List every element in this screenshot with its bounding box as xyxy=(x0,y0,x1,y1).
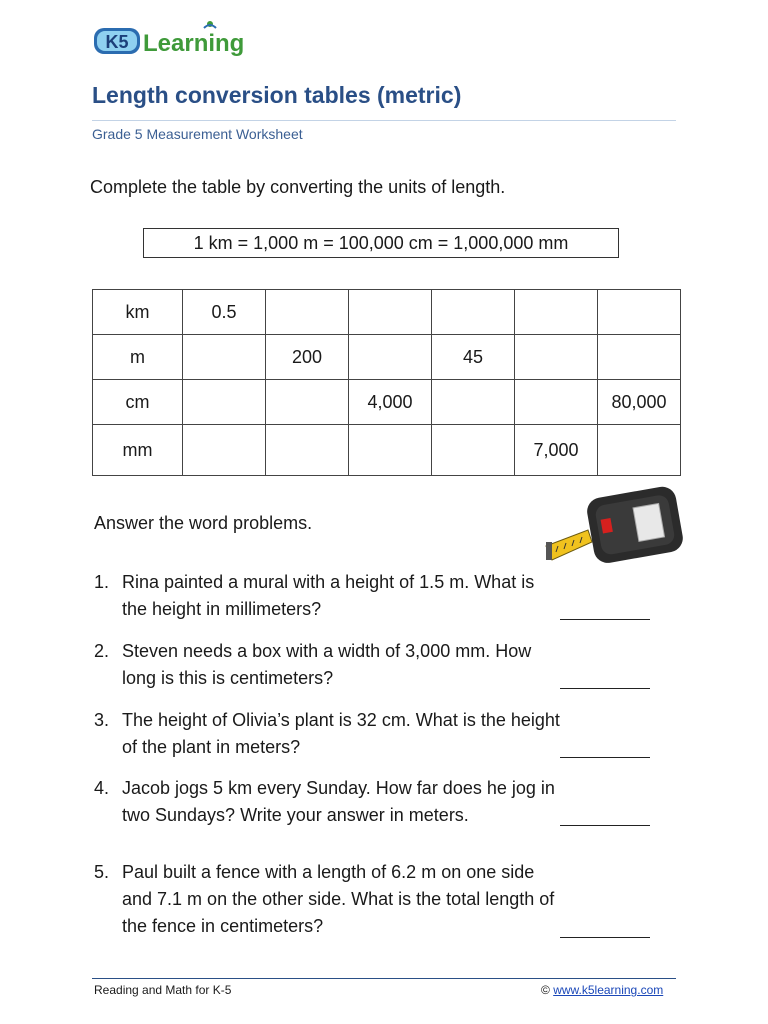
blank-answer-cell[interactable] xyxy=(349,335,432,380)
problem-number: 1. xyxy=(94,572,110,592)
footer-tagline: Reading and Math for K-5 xyxy=(94,983,232,997)
blank-answer-cell[interactable] xyxy=(266,425,349,476)
blank-answer-cell[interactable] xyxy=(432,425,515,476)
blank-answer-cell[interactable] xyxy=(183,425,266,476)
answer-blank-4[interactable] xyxy=(560,825,650,826)
table-row xyxy=(93,335,681,380)
value-cell: 45 xyxy=(432,335,515,380)
value-cell: 200 xyxy=(266,335,349,380)
blank-answer-cell[interactable] xyxy=(515,290,598,335)
table-row xyxy=(93,425,681,476)
table-instruction: Complete the table by converting the units of length. xyxy=(90,177,506,197)
tape-measure-icon xyxy=(544,482,684,568)
word-problem-4 xyxy=(94,775,564,859)
blank-answer-cell[interactable] xyxy=(432,290,515,335)
unit-label-cell: km xyxy=(93,290,183,335)
value-cell: 0.5 xyxy=(183,290,266,335)
problem-text: Rina painted a mural with a height of 1.5 m. What is the height in millimeters? xyxy=(122,572,535,619)
blank-answer-cell[interactable] xyxy=(349,290,432,335)
problem-text: The height of Olivia’s plant is 32 cm. What is the height of the plant in meters? xyxy=(122,710,560,757)
blank-answer-cell[interactable] xyxy=(515,335,598,380)
title-divider xyxy=(92,120,676,121)
logo-k5-text: K5 xyxy=(105,32,129,52)
problem-number: 2. xyxy=(94,641,110,661)
blank-answer-cell[interactable] xyxy=(183,335,266,380)
blank-answer-cell[interactable] xyxy=(598,290,681,335)
answer-blank-3[interactable] xyxy=(560,757,650,758)
blank-answer-cell[interactable] xyxy=(432,380,515,425)
answer-blank-5[interactable] xyxy=(560,937,650,938)
answer-blank-1[interactable] xyxy=(560,619,650,620)
problem-text: Paul built a fence with a length of 6.2 m on one side and 7.1 m on the other side. What is the total length of the fence in centimeters? xyxy=(122,862,555,936)
word-problem-1 xyxy=(94,569,564,625)
problem-number: 3. xyxy=(94,710,110,730)
word-problem-2 xyxy=(94,638,564,694)
word-problems-instruction: Answer the word problems. xyxy=(94,513,313,533)
unit-label-cell: cm xyxy=(93,380,183,425)
problem-text: Jacob jogs 5 km every Sunday. How far does he jog in two Sundays? Write your answer in meters. xyxy=(122,778,555,825)
page-subtitle: Grade 5 Measurement Worksheet xyxy=(92,126,303,142)
blank-answer-cell[interactable] xyxy=(598,425,681,476)
word-problem-5 xyxy=(94,859,564,943)
footer-website-link[interactable]: www.k5learning.com xyxy=(553,983,664,997)
blank-answer-cell[interactable] xyxy=(349,425,432,476)
footer-divider xyxy=(92,978,676,979)
value-cell: 80,000 xyxy=(598,380,681,425)
logo-learning-text: Learning xyxy=(143,30,245,57)
footer-copyright xyxy=(541,983,663,997)
problem-text: Steven needs a box with a width of 3,000 mm. How long is this is centimeters? xyxy=(122,641,532,688)
word-problem-3 xyxy=(94,707,564,763)
value-cell: 7,000 xyxy=(515,425,598,476)
table-row xyxy=(93,290,681,335)
problem-number: 4. xyxy=(94,778,110,798)
value-cell: 4,000 xyxy=(349,380,432,425)
logo-graphic xyxy=(92,18,262,60)
conversion-formula: 1 km = 1,000 m = 100,000 cm = 1,000,000 mm xyxy=(193,232,569,253)
k5-learning-logo xyxy=(92,18,262,60)
answer-blank-2[interactable] xyxy=(560,688,650,689)
blank-answer-cell[interactable] xyxy=(266,290,349,335)
page-title: Length conversion tables (metric) xyxy=(92,82,462,108)
blank-answer-cell[interactable] xyxy=(183,380,266,425)
conversion-formula-box xyxy=(143,228,619,258)
blank-answer-cell[interactable] xyxy=(266,380,349,425)
conversion-table xyxy=(92,289,681,476)
problem-number: 5. xyxy=(94,862,110,882)
unit-label-cell: mm xyxy=(93,425,183,476)
unit-label-cell: m xyxy=(93,335,183,380)
blank-answer-cell[interactable] xyxy=(515,380,598,425)
copyright-symbol: © xyxy=(541,983,550,997)
blank-answer-cell[interactable] xyxy=(598,335,681,380)
table-row xyxy=(93,380,681,425)
